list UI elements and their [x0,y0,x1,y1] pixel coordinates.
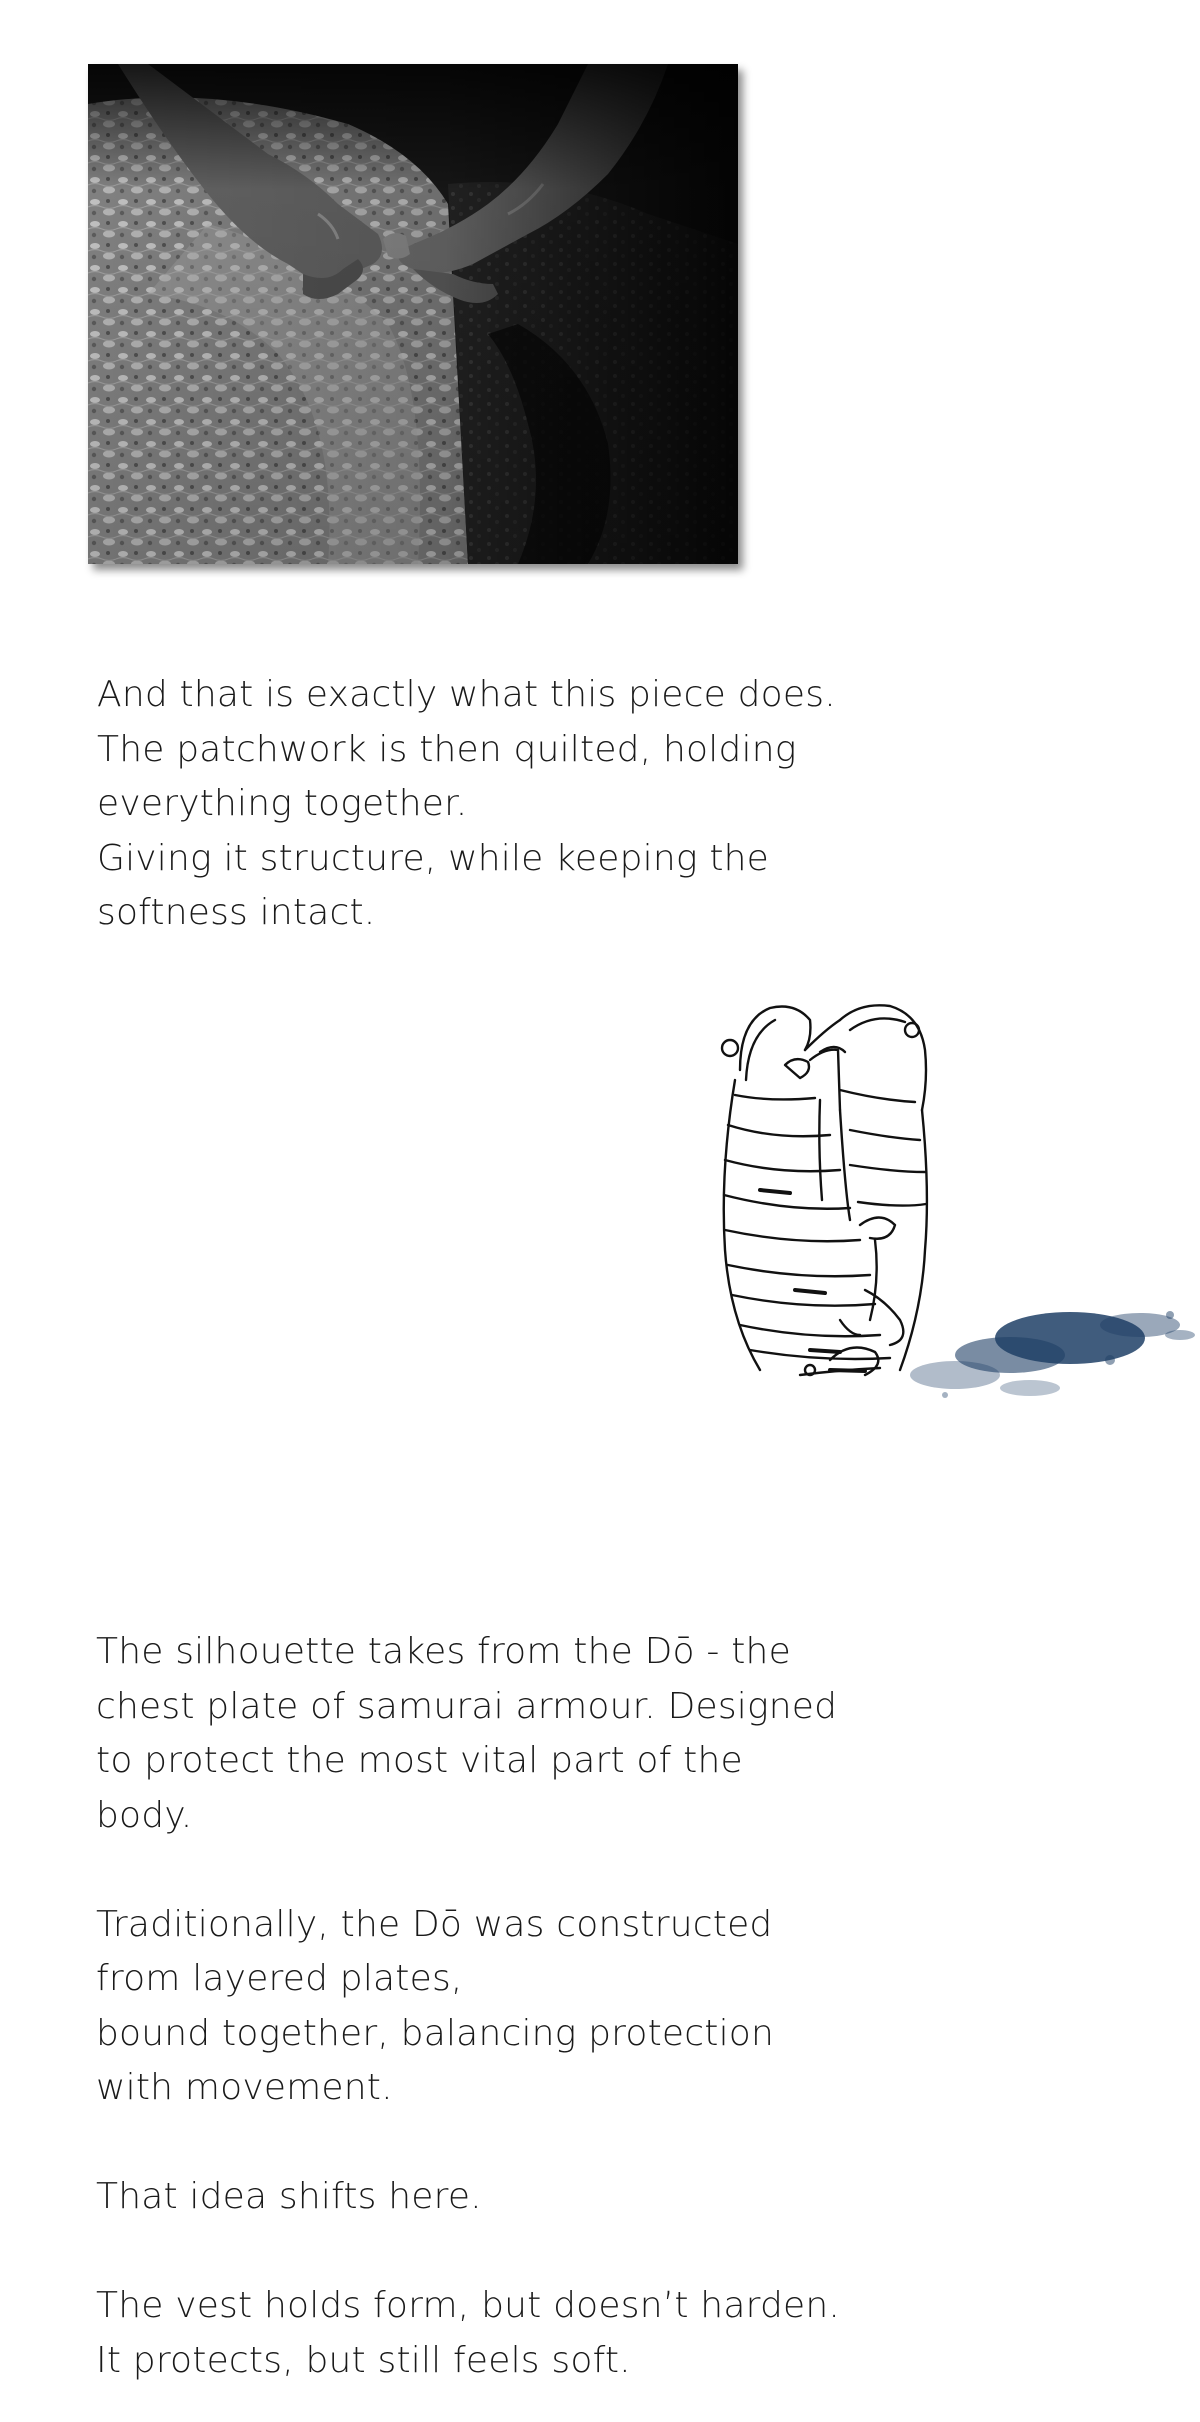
paragraph-spacer [96,1843,916,1898]
paragraph: And that is exactly what this piece does. The patchwork is then quilted, holding everything together. Giving it structure, while keeping the softness intact. [97,674,836,933]
quilting-hands-photo [88,64,738,564]
do-history-text [96,1625,916,2388]
samurai-do-vest-sketch-icon [700,990,1200,1470]
paragraph: The silhouette takes from the Dō - the chest plate of samurai armour. Designed to protect the most vital part of the body. [96,1631,838,1836]
paragraph-spacer [96,2116,916,2171]
paragraph-spacer [96,2225,916,2280]
hands-quilting-photo-icon [88,64,738,564]
intro-text [97,668,917,941]
samurai-vest-illustration [700,990,1200,1470]
paragraph: That idea shifts here. [96,2176,482,2217]
paragraph: Traditionally, the Dō was constructed from layered plates, bound together, balancing protection with movement. [96,1903,775,2108]
paragraph: The vest holds form, but doesn’t harden. It protects, but still feels soft. [96,2285,841,2381]
